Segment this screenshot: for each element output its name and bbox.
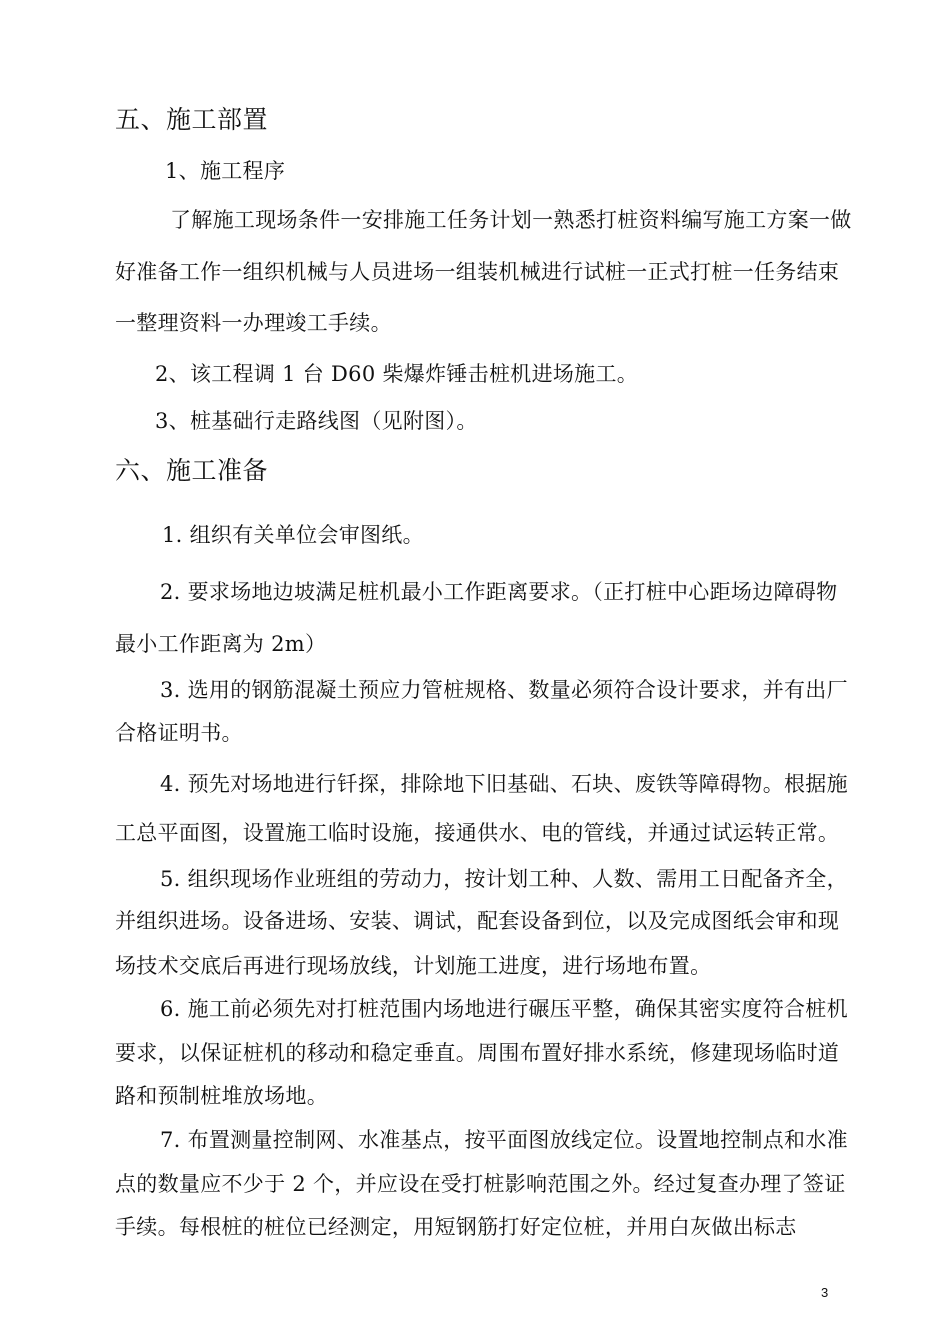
list-item-line: 3. 选用的钢筋混凝土预应力管桩规格、数量必须符合设计要求，并有出厂 [160,678,848,702]
paragraph-line: 3、桩基础行走路线图（见附图）。 [155,409,478,433]
paragraph-line: 好准备工作一组织机械与人员进场一组装机械进行试桩一正式打桩一任务结束 [115,260,840,284]
list-item-line: 并组织进场。设备进场、安装、调试，配套设备到位，以及完成图纸会审和现 [115,909,840,933]
paragraph-line: 一整理资料一办理竣工手续。 [115,311,392,335]
list-item-line: 1. 组织有关单位会审图纸。 [162,523,424,547]
list-item-line: 5. 组织现场作业班组的劳动力，按计划工种、人数、需用工日配备齐全， [160,867,848,891]
paragraph-line: 2、该工程调 1 台 D60 柴爆炸锤击桩机进场施工。 [155,362,639,386]
list-item-line: 手续。每根桩的桩位已经测定，用短钢筋打好定位桩，并用白灰做出标志 [115,1215,797,1239]
subheading-construction-procedure: 1、施工程序 [165,159,286,183]
page-number: 3 [821,1285,829,1300]
list-item-line: 场技术交底后再进行现场放线，计划施工进度，进行场地布置。 [115,954,712,978]
list-item-line: 6. 施工前必须先对打桩范围内场地进行碾压平整，确保其密实度符合桩机 [160,997,848,1021]
section-heading-construction-deployment: 五、施工部置 [115,105,269,134]
list-item-line: 2. 要求场地边坡满足桩机最小工作距离要求。（正打桩中心距场边障碍物 [160,580,838,604]
list-item-line: 要求，以保证桩机的移动和稳定垂直。周围布置好排水系统，修建现场临时道 [115,1041,840,1065]
paragraph-line: 了解施工现场条件一安排施工任务计划一熟悉打桩资料编写施工方案一做 [170,208,852,232]
list-item-line: 路和预制桩堆放场地。 [115,1084,328,1108]
list-item-line: 合格证明书。 [115,721,243,745]
list-item-line: 点的数量应不少于 2 个，并应设在受打桩影响范围之外。经过复查办理了签证 [115,1172,846,1196]
list-item-line: 最小工作距离为 2m） [115,632,327,656]
section-heading-construction-preparation: 六、施工准备 [115,456,269,485]
list-item-line: 工总平面图，设置施工临时设施，接通供水、电的管线，并通过试运转正常。 [115,821,840,845]
list-item-line: 4. 预先对场地进行钎探，排除地下旧基础、石块、废铁等障碍物。根据施 [160,772,848,796]
list-item-line: 7. 布置测量控制网、水准基点，按平面图放线定位。设置地控制点和水准 [160,1128,848,1152]
